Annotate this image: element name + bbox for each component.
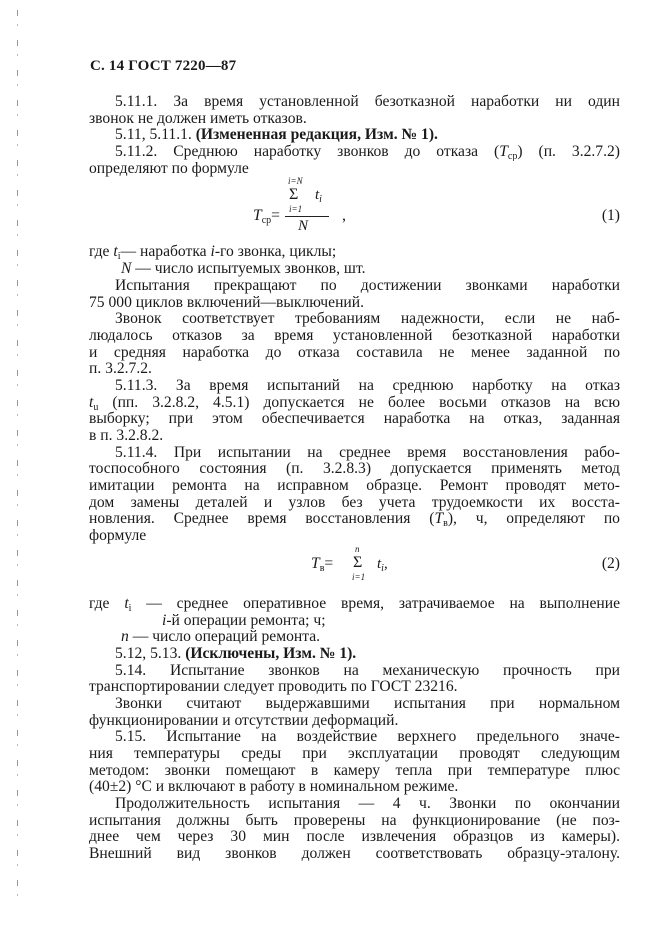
text-line: п. 3.2.7.2. bbox=[89, 360, 152, 378]
text-line: в п. 3.2.8.2. bbox=[89, 427, 164, 444]
subscript: ср bbox=[261, 215, 272, 227]
amendment-text: (Исключены, Изм. № 1). bbox=[185, 644, 357, 662]
symbol: T bbox=[499, 144, 508, 161]
formula-1 bbox=[89, 177, 620, 244]
text-span: — число операций ремонта. bbox=[128, 628, 321, 646]
text-span: — число испытуемых звонков, шт. bbox=[131, 260, 366, 278]
equation-number: (2) bbox=[601, 554, 620, 572]
sum-term bbox=[315, 187, 322, 206]
comma: , bbox=[342, 207, 346, 225]
symbol: T bbox=[253, 207, 262, 225]
text-line: имитации ремонта на исправном образце. Ремонт проводят мето- bbox=[89, 478, 620, 495]
text-span: новления. Среднее время восстановления ( bbox=[89, 511, 435, 528]
text-line: Звонки считают выдержавшими испытания при нормальном bbox=[115, 695, 620, 712]
amendment-note bbox=[89, 127, 620, 144]
text-span: (пп. 3.2.8.2, 4.5.1) допускается не более восьми отказов на всю bbox=[98, 394, 620, 411]
text-line: функционировании и отсутствии деформаций. bbox=[89, 711, 399, 729]
clause-number: 5.12, 5.13. bbox=[115, 644, 182, 662]
fraction-bar bbox=[285, 216, 329, 217]
text-span: где bbox=[89, 243, 110, 261]
text-line: 75 000 циклов включений—выключений. bbox=[89, 293, 365, 311]
text-line bbox=[89, 144, 620, 161]
text-line: 5.11.4. При испытании на среднее время восстановления рабо- bbox=[115, 444, 620, 461]
text-line: Испытания прекращают по достижении звонками наработки bbox=[115, 277, 620, 294]
text-line: людалось отказов за время установленной безотказной наработки bbox=[89, 327, 620, 344]
sigma-symbol: Σ bbox=[289, 186, 299, 204]
symbol: t bbox=[89, 394, 94, 411]
document-body bbox=[89, 94, 620, 863]
symbol: i bbox=[210, 243, 215, 261]
text-line bbox=[89, 596, 620, 613]
equation-number: (1) bbox=[601, 207, 620, 225]
formula-2 bbox=[89, 545, 620, 596]
sum-term bbox=[377, 556, 388, 572]
subscript: i bbox=[128, 602, 132, 613]
symbol: i bbox=[162, 611, 167, 629]
text-line bbox=[89, 395, 620, 412]
symbol: t bbox=[315, 187, 320, 204]
text-line: тоспособного состояния (п. 3.2.8.3) допускается применять метод bbox=[89, 461, 620, 478]
subscript: i bbox=[319, 194, 322, 206]
text-line: испытания должны быть проверены на функционирование (не поз- bbox=[89, 812, 620, 829]
amendment-note bbox=[89, 646, 620, 663]
subscript: i bbox=[117, 251, 121, 263]
page-header: С. 14 ГОСТ 7220—87 bbox=[90, 58, 237, 74]
sum-lower-limit: i=1 bbox=[289, 204, 303, 215]
text-span: -го звонка, циклы; bbox=[214, 243, 337, 261]
symbol: n bbox=[121, 628, 129, 646]
text-line: формуле bbox=[89, 527, 147, 545]
text-line: звонок не должен иметь отказов. bbox=[89, 109, 307, 127]
formula-lhs bbox=[253, 207, 280, 227]
text-line: (40±2) °С и включают в работу в номинальном режиме. bbox=[89, 778, 459, 796]
formula-lhs bbox=[311, 556, 333, 572]
equals: = bbox=[271, 207, 280, 225]
text-line bbox=[89, 613, 620, 630]
symbol: T bbox=[311, 554, 320, 572]
sum-upper-limit: n bbox=[355, 543, 360, 554]
sum-lower-limit: i=1 bbox=[352, 571, 366, 582]
text-line: Продолжительность испытания — 4 ч. Звонки по окончании bbox=[115, 796, 620, 813]
symbol: t bbox=[377, 555, 382, 572]
subscript: ср bbox=[507, 151, 518, 161]
text-line: 5.14. Испытание звонков на механическую прочность при bbox=[115, 662, 620, 679]
text-line: 5.11.3. За время испытаний на среднюю нарботку на отказ bbox=[115, 377, 620, 394]
text-span: — среднее оперативное время, затрачиваемое на выполнение bbox=[131, 595, 620, 612]
text-line bbox=[89, 244, 620, 261]
subscript: i bbox=[381, 562, 384, 574]
denominator: N bbox=[298, 218, 309, 235]
text-span: -й операции ремонта; ч; bbox=[166, 611, 326, 629]
text-span: ) (п. 3.2.7.2) bbox=[517, 144, 620, 161]
comma: , bbox=[383, 555, 388, 572]
amendment-text: (Измененная редакция, Изм. № 1). bbox=[195, 126, 438, 144]
text-line: дом замены деталей и узлов без учета трудоемкости их восста- bbox=[89, 494, 620, 511]
text-line bbox=[89, 511, 620, 528]
subscript: u bbox=[93, 401, 99, 412]
text-line: днее чем через 30 мин после извлечения образцов из камеры). bbox=[89, 829, 620, 846]
text-line: Внешний вид звонков должен соответствовать образцу-эталону. bbox=[89, 846, 620, 863]
symbol: t bbox=[124, 595, 129, 612]
text-line: методом: звонки помещают в камеру тепла при температуре плюс bbox=[89, 762, 620, 779]
text-span: — наработка bbox=[120, 243, 211, 261]
text-line: и средняя наработка до отказа составила не менее заданной по bbox=[89, 344, 620, 361]
text-span: ), ч, определяют по bbox=[447, 511, 620, 528]
text-span: 5.11.2. Среднюю наработку звонков до отказа ( bbox=[115, 144, 500, 161]
text-line: выборку; при этом обеспечивается наработка на отказ, заданная bbox=[89, 411, 620, 428]
text-line: ния температуры среды при эксплуатации проводят следующим bbox=[89, 746, 620, 762]
subscript: в bbox=[443, 518, 448, 529]
symbol: t bbox=[113, 243, 118, 261]
text-line: Звонок соответствует требованиям надежности, если не наб- bbox=[115, 311, 620, 328]
text-line: транспортировании следует проводить по ГОСТ 23216. bbox=[89, 678, 458, 696]
text-line bbox=[89, 629, 620, 646]
text-line: определяют по формуле bbox=[89, 159, 249, 177]
text-line: 5.11.1. За время установленной безотказной наработки ни один bbox=[115, 94, 620, 110]
scan-edge-artifact bbox=[17, 10, 18, 910]
clause-number: 5.11, 5.11.1. bbox=[115, 126, 192, 144]
symbol: N bbox=[121, 260, 132, 278]
text-span: где bbox=[89, 595, 110, 612]
text-line: 5.15. Испытание на воздействие верхнего предельного значе- bbox=[115, 729, 620, 746]
sigma-symbol: Σ bbox=[353, 553, 363, 571]
text-line bbox=[89, 261, 620, 278]
equals: = bbox=[324, 554, 334, 572]
symbol: T bbox=[434, 511, 444, 528]
sum-upper-limit: i=N bbox=[288, 176, 303, 187]
subscript: в bbox=[319, 562, 325, 574]
